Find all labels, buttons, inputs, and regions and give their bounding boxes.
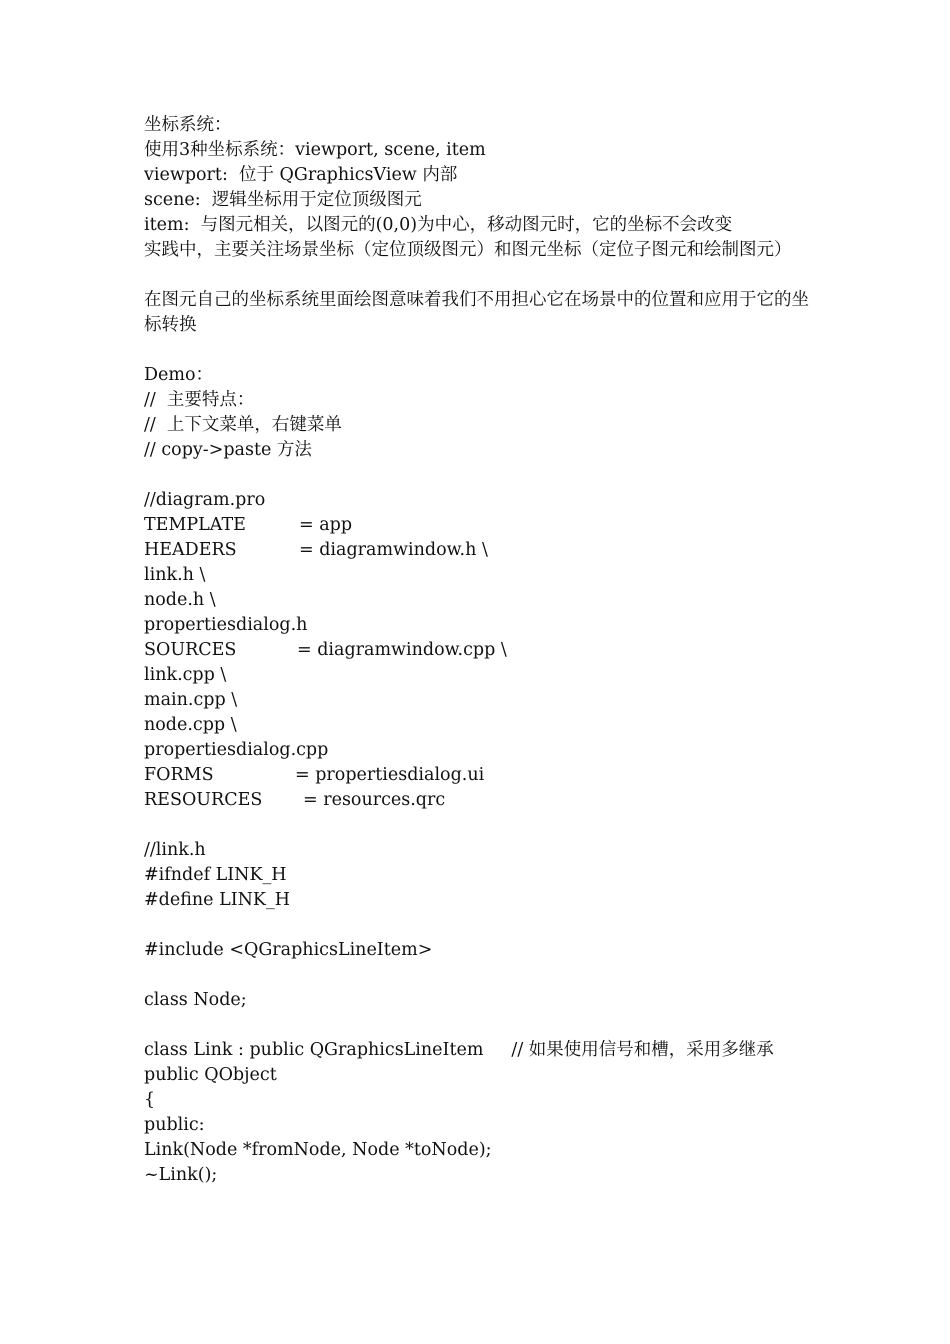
spacer [144,1013,824,1038]
code-comment: //link.h [144,840,206,860]
code-line [144,1038,824,1088]
spacer [144,813,824,838]
code-line: { [144,1090,156,1110]
document-body [144,113,824,1188]
code-line: ~Link(); [144,1165,218,1185]
code-line: #include <QGraphicsLineItem> [144,940,433,960]
heading-coordinate-system: 坐标系统： [144,115,232,135]
spacer [144,913,824,938]
text-paragraph: 实践中，主要关注场景坐标（定位顶级图元）和图元坐标（定位子图元和绘制图元） [144,240,792,260]
code-value: = propertiesdialog.ui [295,765,485,785]
code-line: main.cpp \ [144,690,238,710]
code-line: #ifndef LINK_H [144,865,287,885]
spacer [144,463,824,488]
code-line [144,763,824,788]
code-key: FORMS [144,765,214,785]
text-line: scene: 逻辑坐标用于定位顶级图元 [144,190,422,210]
code-comment: // 主要特点： [144,390,255,410]
code-key: HEADERS [144,540,237,560]
code-line: #define LINK_H [144,890,291,910]
code-class-declaration: class Link : public QGraphicsLineItem [144,1040,484,1060]
text-line: item: 与图元相关，以图元的(0,0)为中心，移动图元时，它的坐标不会改变 [144,215,733,235]
code-line: class Node; [144,990,247,1010]
code-line [144,638,824,663]
code-line: node.h \ [144,590,216,610]
code-line [144,538,824,563]
code-comment: // 如果使用信号和槽，采用多继承 public QObject [144,1040,774,1085]
text-line: 使用3种坐标系统：viewport, scene, item [144,140,486,160]
code-value: = diagramwindow.h \ [299,540,488,560]
code-key: RESOURCES [144,790,263,810]
text-paragraph: 在图元自己的坐标系统里面绘图意味着我们不用担心它在场景中的位置和应用于它的坐标转换 [144,290,809,335]
code-line [144,513,824,538]
code-line: node.cpp \ [144,715,237,735]
code-value: = app [299,515,353,535]
spacer [144,263,824,288]
code-line: propertiesdialog.h [144,615,308,635]
code-key: SOURCES [144,640,237,660]
spacer [144,963,824,988]
code-comment: // 上下文菜单，右键菜单 [144,415,342,435]
code-value: = diagramwindow.cpp \ [297,640,507,660]
code-key: TEMPLATE [144,515,246,535]
code-line [144,788,824,813]
spacer [144,338,824,363]
text-line: viewport: 位于 QGraphicsView 内部 [144,165,458,185]
code-line: link.cpp \ [144,665,227,685]
code-value: = resources.qrc [303,790,446,810]
code-line: propertiesdialog.cpp [144,740,329,760]
code-comment: //diagram.pro [144,490,266,510]
code-comment: // copy->paste 方法 [144,440,312,460]
code-line: link.h \ [144,565,206,585]
code-line: Link(Node *fromNode, Node *toNode); [144,1140,492,1160]
code-line: public: [144,1115,205,1135]
demo-heading: Demo： [144,365,214,385]
